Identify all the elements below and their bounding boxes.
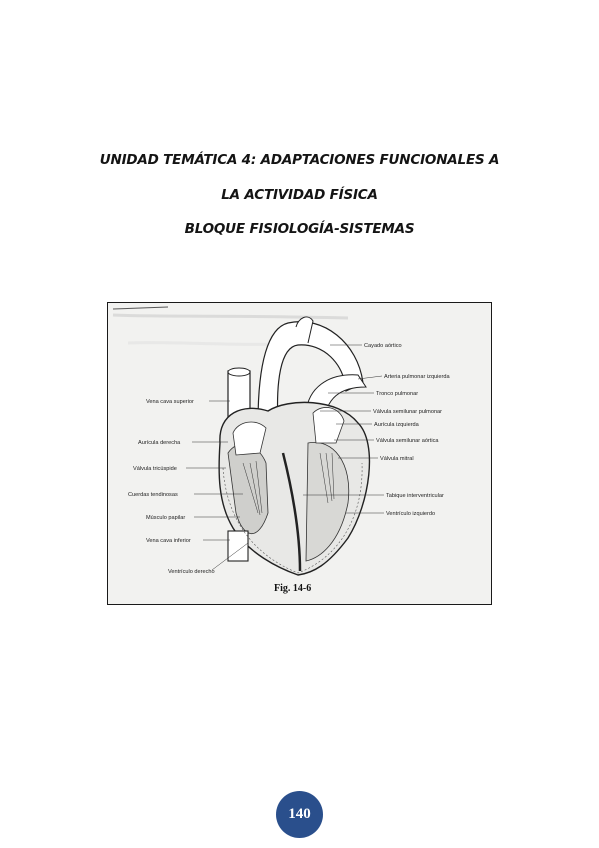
figure-caption: Fig. 14-6 [274,583,312,594]
label-auricula-izquierda: Aurícula izquierda [374,422,419,428]
heading-line-2: LA ACTIVIDAD FÍSICA [221,187,378,203]
label-tronco-pulmonar: Tronco pulmonar [376,391,419,397]
label-musculo-papilar: Músculo papilar [146,515,186,521]
label-vena-cava-superior: Vena cava superior [146,399,194,405]
label-tabique-interventricular: Tabique interventricular [386,493,444,499]
label-valvula-semilunar-pulmonar: Válvula semilunar pulmonar [373,409,443,415]
label-vena-cava-inferior: Vena cava inferior [146,538,191,544]
page-number-badge: 140 [276,791,323,838]
heart-diagram [108,303,490,603]
label-valvula-mitral: Válvula mitral [380,456,414,462]
heading-line-1: UNIDAD TEMÁTICA 4: ADAPTACIONES FUNCIONALES A [99,152,500,168]
heading-line-3: BLOQUE FISIOLOGÍA-SISTEMAS [184,221,415,237]
label-cayado-aortico: Cayado aórtico [364,343,402,349]
label-valvula-semilunar-aortica: Válvula semilunar aórtica [376,438,439,444]
label-ventriculo-derecho: Ventrículo derecho [168,569,215,575]
label-cuerdas-tendinosas: Cuerdas tendinosas [128,492,178,498]
heart-anatomy-figure [107,302,492,605]
label-arteria-pulmonar-izquierda: Arteria pulmonar izquierda [384,374,450,380]
label-valvula-tricuspide: Válvula tricúspide [133,466,177,472]
label-auricula-derecha: Aurícula derecha [138,440,181,446]
label-ventriculo-izquierdo: Ventrículo izquierdo [386,511,436,517]
